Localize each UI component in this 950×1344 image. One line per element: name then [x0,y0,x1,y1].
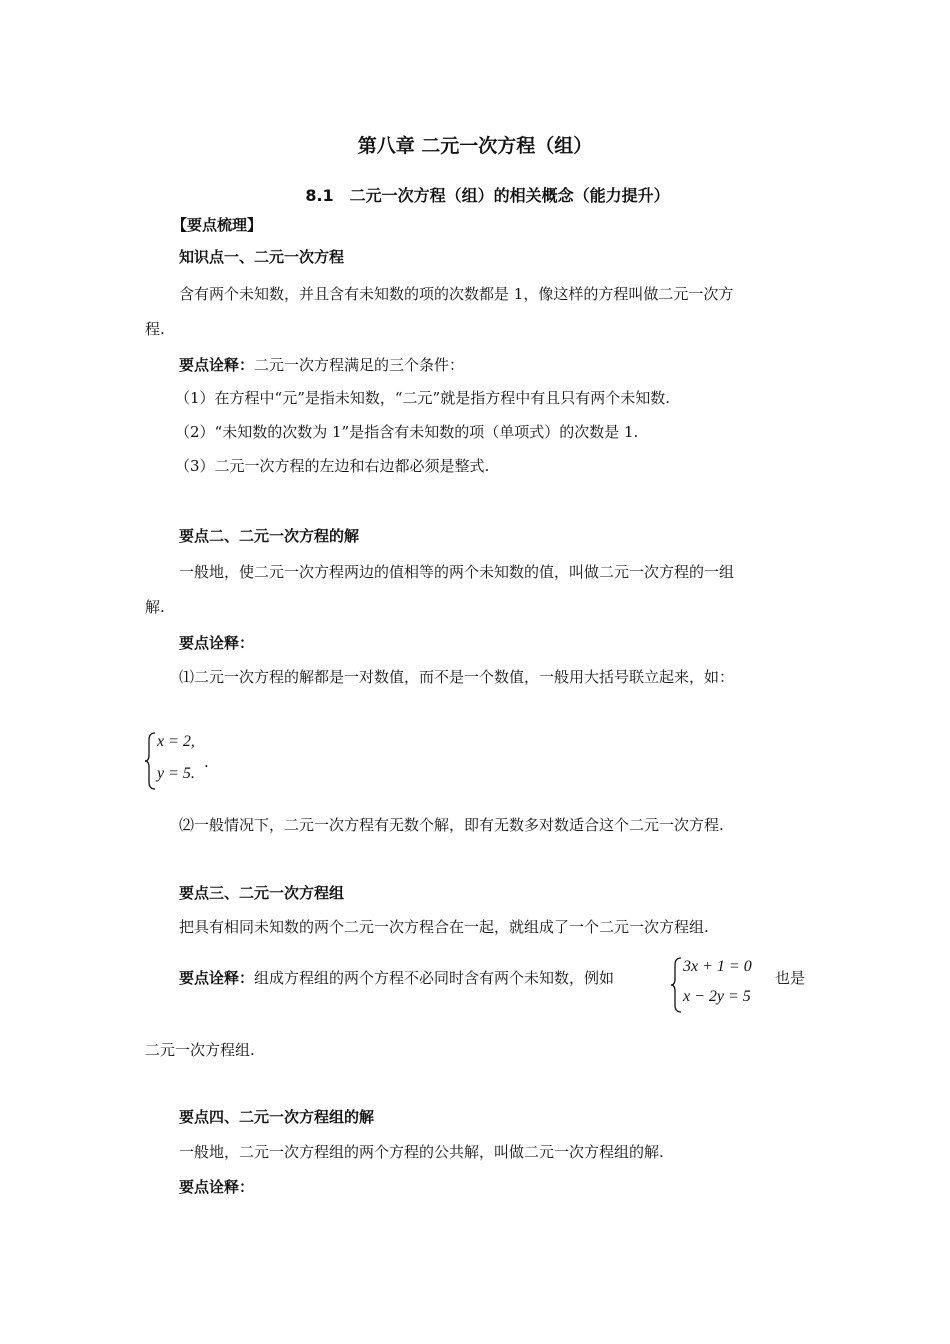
summary-heading: 【要点梳理】 [172,216,263,234]
kp2-definition-line2: 解. [145,598,165,616]
kp4-heading: 要点四、二元一次方程组的解 [179,1108,375,1126]
kp3-note-line2: 二元一次方程组. [145,1041,255,1059]
kp3-note [179,968,614,988]
left-brace-icon [669,956,683,1014]
kp3-definition: 把具有相同未知数的两个二元一次方程合在一起，就组成了一个二元一次方程组. [179,918,709,936]
kp1-note [179,355,464,375]
kp1-heading: 知识点一、二元一次方程 [179,248,345,266]
kp2-note-label: 要点诠释： [179,634,255,652]
left-brace-icon [143,731,157,791]
kp1-definition-line2: 程. [145,320,165,338]
kp2-item-2: ⑵一般情况下，二元一次方程有无数个解，即有无数多对数适合这个二元一次方程. [179,816,724,834]
kp2-example-eq2: y = 5. [157,765,195,782]
kp2-item-1: ⑴二元一次方程的解都是一对数值，而不是一个数值，一般用大括号联立起来，如： [179,668,735,686]
kp3-example-eq2: x − 2y = 5 [683,988,751,1005]
kp3-note-tail: 也是 [775,969,806,987]
kp2-example-eq1: x = 2, [157,733,195,750]
kp1-note-label: 要点诠释： [179,356,255,374]
section-title: 8.1 二元一次方程（组）的相关概念（能力提升） [305,186,670,205]
kp3-example-eq1: 3x + 1 = 0 [683,958,752,975]
kp1-condition-2: （2）“未知数的次数为 1”是指含有未知数的项（单项式）的次数是 1. [175,423,639,441]
kp1-condition-3: （3）二元一次方程的左边和右边都必须是整式. [175,457,490,475]
kp2-heading: 要点二、二元一次方程的解 [179,527,360,545]
kp4-note-label: 要点诠释： [179,1178,255,1196]
kp3-note-label: 要点诠释： [179,969,255,987]
chapter-title: 第八章 二元一次方程（组） [357,135,593,157]
kp4-definition: 一般地，二元一次方程组的两个方程的公共解，叫做二元一次方程组的解. [179,1143,664,1161]
kp1-condition-1: （1）在方程中“元”是指未知数，“二元”就是指方程中有且只有两个未知数. [175,389,670,407]
kp3-note-text: 组成方程组的两个方程不必同时含有两个未知数，例如 [254,969,615,987]
kp1-note-text: 二元一次方程满足的三个条件： [254,356,465,374]
kp2-definition-line1: 一般地，使二元一次方程两边的值相等的两个未知数的值，叫做二元一次方程的一组 [179,563,735,581]
kp3-heading: 要点三、二元一次方程组 [179,884,345,902]
kp2-example-period: . [204,753,209,771]
kp1-definition-line1: 含有两个未知数，并且含有未知数的项的次数都是 1，像这样的方程叫做二元一次方 [179,285,734,303]
